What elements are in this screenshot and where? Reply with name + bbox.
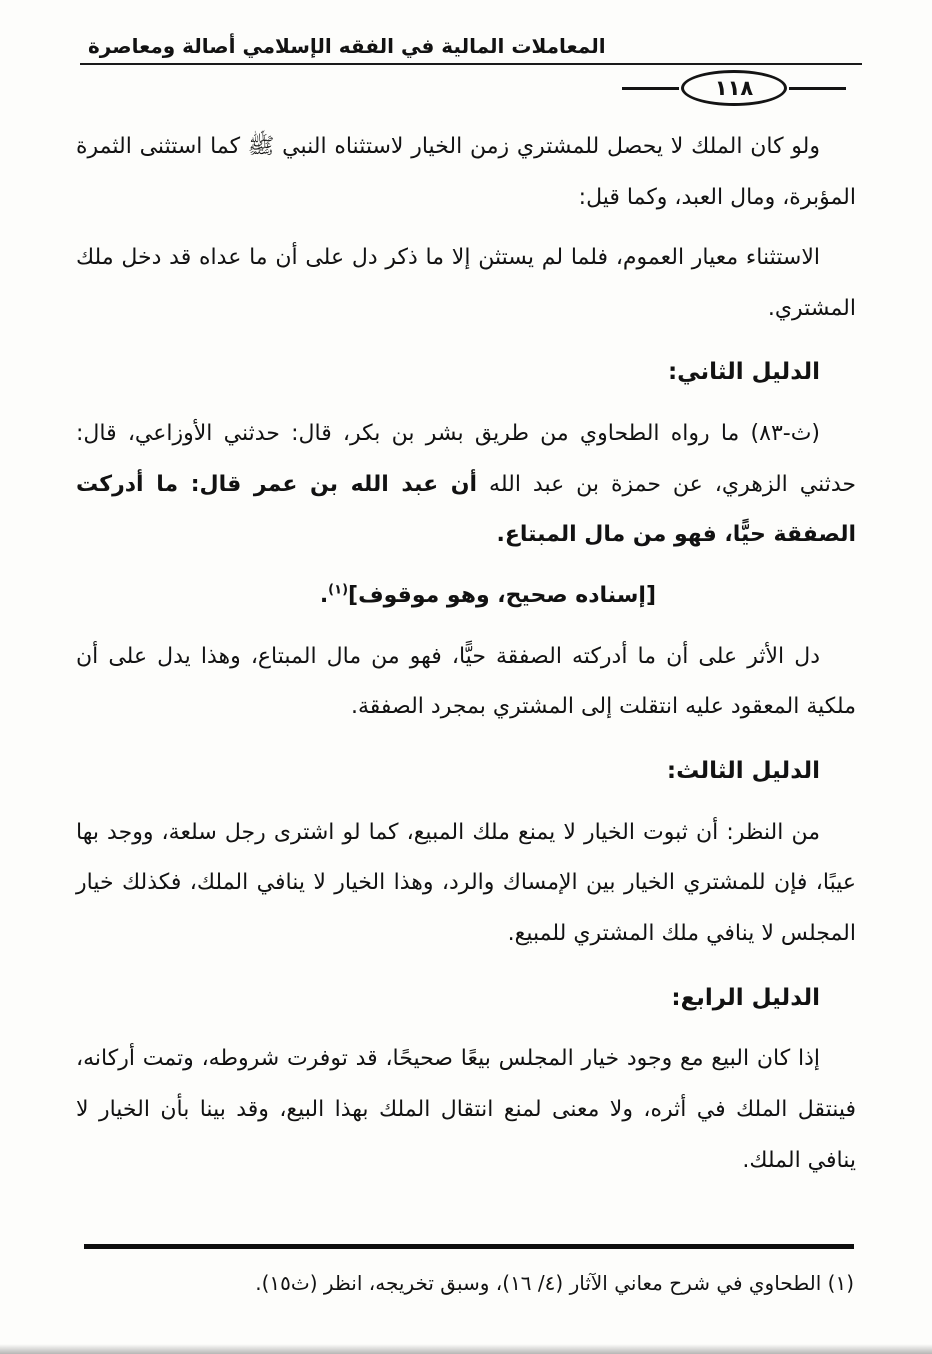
page-number-ornament [622, 70, 846, 106]
hadith-isnad-text: (ث-٨٣) ما رواه الطحاوي من طريق بشر بن بكر، قال: حدثني الأوزاعي، قال: حدثني الزهري، عن حمزة بن عبد الله [76, 421, 856, 497]
paragraph-sale-validity: إذا كان البيع مع وجود خيار المجلس بيعًا صحيحًا، قد توفرت شروطه، وتمت أركانه، فينتقل الملك في أثره، ولا معنى لمنع انتقال الملك بهذا البيع، وقد بينا بأن الخيار لا ينافي الملك. [76, 1046, 856, 1173]
header-rule [80, 63, 862, 65]
paragraph-hadith-tahawi [76, 409, 856, 561]
paragraph-ownership-khiyar: ولو كان الملك لا يحصل للمشتري زمن الخيار لاستثناه النبي ﷺ كما استثنى الثمرة المؤبرة، ومال العبد، وكما قيل: [76, 134, 856, 210]
grading-period: . [319, 583, 329, 609]
footnote-separator [84, 1244, 854, 1249]
book-title: المعاملات المالية في الفقه الإسلامي أصالة ومعاصرة [88, 34, 606, 58]
hadith-grading-line [76, 571, 656, 622]
page-number: ١١٨ [681, 70, 787, 106]
ornament-line-right [789, 87, 846, 90]
body-text [76, 122, 856, 1196]
footnote-1: (١) الطحاوي في شرح معاني الآثار (٤/ ١٦)، وسبق تخريجه، انظر (ث١٥). [255, 1271, 854, 1295]
footnote-area [84, 1244, 854, 1301]
paragraph-nazar-argument: من النظر: أن ثبوت الخيار لا يمنع ملك المبيع، كما لو اشترى رجل سلعة، ووجد بها عيبًا، فإن للمشتري الخيار بين الإمساك والرد، وهذا الخيار لا ينافي الملك، فكذلك خيار المجلس لا ينافي ملك المشتري للمبيع. [76, 819, 856, 946]
paragraph-istithna-rule: الاستثناء معيار العموم، فلما لم يستثن إلا ما ذكر دل على أن ما عداه قد دخل ملك المشتري. [76, 245, 856, 321]
ornament-line-left [622, 87, 679, 90]
heading-evidence-second: الدليل الثاني: [667, 359, 820, 386]
grading-text: [إسناده صحيح، وهو موقوف] [348, 583, 656, 609]
heading-evidence-fourth: الدليل الرابع: [671, 984, 820, 1011]
paragraph-athar-implication: دل الأثر على أن ما أدركته الصفقة حيًّا، فهو من مال المبتاع، وهذا يدل على أن ملكية المعقود عليه انتقلت إلى المشتري بمجرد الصفقة. [76, 643, 856, 720]
hadith-matn-text: أن عبد الله بن عمر قال: ما أدركت الصفقة حيًّا، فهو من مال المبتاع. [76, 471, 856, 548]
scan-edge-shadow [0, 1344, 932, 1354]
footnote-ref-1: (١) [328, 582, 349, 598]
heading-evidence-third: الدليل الثالث: [666, 757, 820, 784]
